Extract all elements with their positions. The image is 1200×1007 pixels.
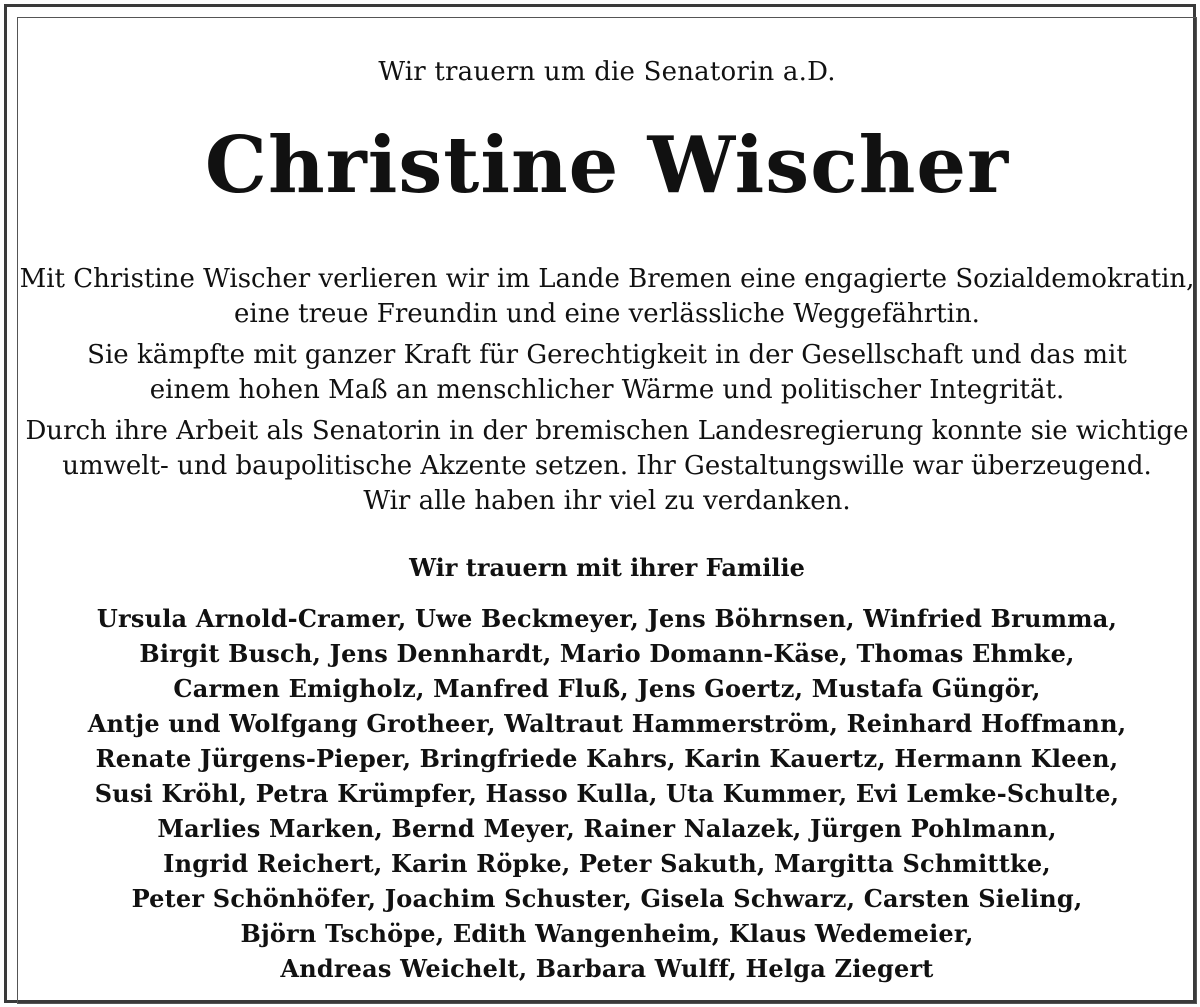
tribute-line: Durch ihre Arbeit als Senatorin in der bremischen Landesregierung konnte sie wichtige: [25, 416, 1189, 446]
tribute-paragraph-2: [19, 338, 1195, 408]
signatory-line: Birgit Busch, Jens Dennhardt, Mario Domann-Käse, Thomas Ehmke,: [139, 639, 1075, 668]
signatory-line: Ingrid Reichert, Karin Röpke, Peter Sakuth, Margitta Schmittke,: [163, 849, 1051, 878]
tribute-line: Mit Christine Wischer verlieren wir im Lande Bremen eine engagierte Sozialdemokratin,: [19, 264, 1195, 294]
tribute-line: Sie kämpfte mit ganzer Kraft für Gerechtigkeit in der Gesellschaft und das mit: [87, 340, 1127, 370]
mourn-heading: Wir trauern mit ihrer Familie: [409, 553, 805, 582]
signatory-line: Ursula Arnold-Cramer, Uwe Beckmeyer, Jens Böhrnsen, Winfried Brumma,: [96, 604, 1118, 633]
tribute-line: einem hohen Maß an menschlicher Wärme und politischer Integrität.: [149, 375, 1065, 405]
signatory-line: Björn Tschöpe, Edith Wangenheim, Klaus Wedemeier,: [240, 919, 974, 948]
deceased-name: Christine Wischer: [204, 120, 1010, 211]
tribute-line: Wir alle haben ihr viel zu verdanken.: [363, 486, 851, 516]
signatory-line: Andreas Weichelt, Barbara Wulff, Helga Ziegert: [280, 954, 934, 983]
tribute-text: [19, 262, 1195, 525]
tribute-paragraph-3: [19, 414, 1195, 519]
signatory-line: Antje und Wolfgang Grotheer, Waltraut Hammerström, Reinhard Hoffmann,: [87, 709, 1127, 738]
tribute-line: eine treue Freundin und eine verlässliche Weggefährtin.: [234, 299, 980, 329]
tribute-paragraph-1: [19, 262, 1195, 332]
intro-line: Wir trauern um die Senatorin a.D.: [378, 57, 836, 87]
tribute-line: umwelt- und baupolitische Akzente setzen. Ihr Gestaltungswille war überzeugend.: [62, 451, 1152, 481]
signatory-line: Marlies Marken, Bernd Meyer, Rainer Nalazek, Jürgen Pohlmann,: [157, 814, 1057, 843]
signatory-line: Peter Schönhöfer, Joachim Schuster, Gisela Schwarz, Carsten Sieling,: [131, 884, 1083, 913]
signatory-line: Susi Kröhl, Petra Krümpfer, Hasso Kulla, Uta Kummer, Evi Lemke-Schulte,: [94, 779, 1120, 808]
notice-frame: [4, 4, 1196, 1003]
obituary-notice: [19, 19, 1195, 1002]
signatory-line: Renate Jürgens-Pieper, Bringfriede Kahrs, Karin Kauertz, Hermann Kleen,: [95, 744, 1119, 773]
signatory-list: [19, 601, 1195, 986]
signatory-line: Carmen Emigholz, Manfred Fluß, Jens Goertz, Mustafa Güngör,: [173, 674, 1041, 703]
